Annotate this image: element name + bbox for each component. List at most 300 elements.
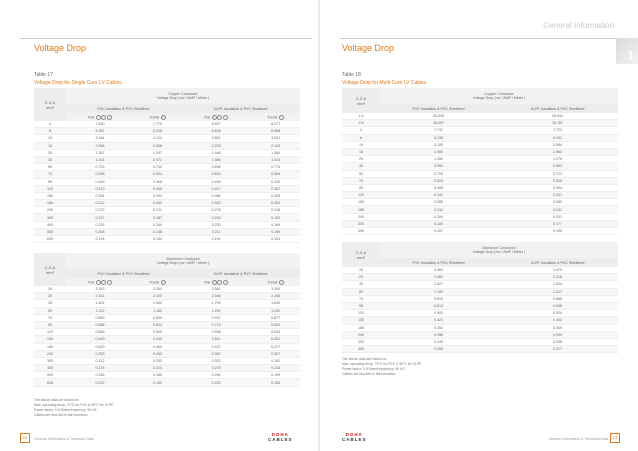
value-cell: 1.080 [181, 156, 251, 163]
value-cell: 0.398 [380, 184, 497, 191]
value-cell: 1.280 [380, 156, 497, 163]
csa-cell: 185 [34, 200, 66, 207]
csa-cell: 25 [342, 156, 380, 163]
value-cell: 0.341 [380, 192, 497, 199]
value-cell: 0.595 [66, 171, 134, 178]
csa-cell: 240 [342, 331, 380, 338]
csa-cell: 1.5 [342, 113, 380, 120]
value-cell: 3.561 [181, 286, 251, 293]
value-cell: 0.564 [251, 171, 300, 178]
value-cell: 0.180 [380, 220, 497, 227]
csa-cell: 95 [342, 302, 380, 309]
value-cell: 0.278 [181, 207, 251, 214]
value-cell: 0.360 [134, 343, 181, 350]
value-cell: 7.723 [497, 127, 618, 134]
table-row [342, 141, 618, 148]
csa-cell: 35 [34, 300, 66, 307]
value-cell: 0.819 [380, 295, 497, 302]
value-cell: 0.274 [66, 365, 134, 372]
csa-cell: 70 [342, 295, 380, 302]
table-row [342, 170, 618, 177]
table-row [34, 221, 300, 228]
flat-header: Flat [66, 278, 134, 286]
csa-cell: 10 [34, 135, 66, 142]
csa-cell: 240 [34, 207, 66, 214]
value-cell: 0.148 [134, 228, 181, 235]
value-cell: 5.568 [251, 128, 300, 135]
note-line: The above data are based on: [34, 398, 80, 402]
value-cell: 3.184 [66, 135, 134, 142]
csa-cell: 300 [342, 338, 380, 345]
value-cell: 2.100 [134, 293, 181, 300]
note-line: Max. operating temp. 70°C for PVC & 90°C for XLPE [342, 362, 422, 366]
flat-header: Flat [181, 278, 251, 286]
value-cell: 0.169 [251, 221, 300, 228]
value-cell: 15.787 [497, 120, 618, 127]
value-cell: 7.742 [380, 127, 497, 134]
csa-cell: 16 [342, 148, 380, 155]
value-cell: 1.624 [497, 281, 618, 288]
table-row [342, 317, 618, 324]
csa-cell: 35 [34, 156, 66, 163]
table-row [34, 171, 300, 178]
csa-cell: 95 [342, 184, 380, 191]
value-cell: 2.084 [380, 274, 497, 281]
table-subtitle: Voltage Drop for Multi Core LV Cables [342, 80, 427, 86]
value-cell: 0.225 [66, 221, 134, 228]
value-cell: 0.534 [251, 329, 300, 336]
value-cell: 3.283 [134, 286, 181, 293]
tab-number: 1 [627, 50, 634, 62]
value-cell: 1.527 [380, 281, 497, 288]
aluminum-header: Aluminum Conductor Voltage Drop (mv / AMP / Meter ) [472, 246, 526, 254]
value-cell: 0.208 [380, 346, 497, 353]
csa-cell: 300 [34, 357, 66, 364]
value-cell: 0.836 [181, 164, 251, 171]
value-cell: 1.297 [134, 149, 181, 156]
csa-cell: 50 [342, 288, 380, 295]
header-rule [340, 38, 618, 39]
table-row [34, 135, 300, 142]
csa-cell: 630 [34, 236, 66, 243]
note-line: Max. operating temp. 70°C for PVC & 90°C for XLPE [34, 403, 114, 407]
value-cell: 0.177 [497, 220, 618, 227]
csa-cell: 16 [34, 286, 66, 293]
note-line: Power factor: 0.8 Rated frequency: 50 HZ [342, 367, 405, 371]
table-row [34, 128, 300, 135]
value-cell: 5.387 [66, 128, 134, 135]
value-cell: 0.890 [66, 314, 134, 321]
note-line: The above data are based on: [342, 357, 388, 361]
pvc-header: PVC Insulation & PVC Sheathed [97, 271, 150, 276]
value-cell: 0.214 [134, 365, 181, 372]
value-cell: 0.686 [66, 321, 134, 328]
value-cell: 1.150 [380, 288, 497, 295]
copper-header: Copper Conductor Voltage Drop (mv / AMP / Meter ) [156, 92, 210, 100]
csa-cell: 120 [342, 310, 380, 317]
value-cell: 0.164 [134, 221, 181, 228]
aluminum-voltage-drop-table [342, 242, 618, 353]
value-cell: 0.223 [181, 379, 251, 386]
table-row [342, 324, 618, 331]
csa-cell: 185 [342, 324, 380, 331]
page-heading: Voltage Drop [342, 43, 395, 53]
table-row [34, 343, 300, 350]
value-cell: 0.252 [134, 357, 181, 364]
value-cell: 25.345 [380, 113, 497, 120]
csa-cell: 6 [342, 134, 380, 141]
value-cell: 1.230 [251, 307, 300, 314]
footer-text: General Information & Technical Data [34, 437, 94, 441]
value-cell: 0.244 [380, 206, 497, 213]
table-row [34, 365, 300, 372]
trefoil-header: Trefoil [134, 113, 181, 121]
value-cell: 0.204 [380, 213, 497, 220]
xlpe-header: XLPE Insulation & PVC Sheathed [213, 106, 268, 111]
csa-cell: 240 [342, 213, 380, 220]
value-cell: 0.157 [380, 228, 497, 235]
csa-cell: 500 [34, 228, 66, 235]
value-cell: 2.068 [66, 142, 134, 149]
value-cell: 0.613 [380, 302, 497, 309]
csa-cell: 120 [342, 192, 380, 199]
page-number: 22 [20, 433, 30, 443]
value-cell: 0.293 [134, 350, 181, 357]
value-cell: 0.131 [251, 236, 300, 243]
table-row [342, 127, 618, 134]
value-cell: 0.208 [66, 228, 134, 235]
trefoil-header: Trefoil [251, 278, 300, 286]
table-row [342, 346, 618, 353]
page-number: 23 [610, 433, 620, 443]
value-cell: 0.192 [251, 214, 300, 221]
value-cell: 2.285 [251, 293, 300, 300]
value-cell: 1.705 [181, 300, 251, 307]
value-cell: 0.865 [497, 295, 618, 302]
csa-cell: 185 [342, 206, 380, 213]
aluminum-voltage-drop-table [34, 253, 300, 387]
value-cell: 0.442 [497, 317, 618, 324]
value-cell: 0.312 [66, 357, 134, 364]
trefoil-header: Trefoil [134, 278, 181, 286]
csa-cell: 25 [34, 149, 66, 156]
csa-cell: 500 [34, 372, 66, 379]
value-cell: 0.490 [181, 178, 251, 185]
csa-cell: 300 [342, 220, 380, 227]
table-row [342, 310, 618, 317]
table-row [34, 372, 300, 379]
value-cell: 0.469 [66, 178, 134, 185]
value-cell: 0.211 [134, 207, 181, 214]
company-logo: DOHA CABLES [342, 432, 367, 442]
value-cell: 0.211 [181, 228, 251, 235]
table-row [34, 357, 300, 364]
table-row [34, 329, 300, 336]
value-cell: 0.598 [181, 329, 251, 336]
table-row [342, 192, 618, 199]
table-row [34, 307, 300, 314]
value-cell: 2.143 [251, 142, 300, 149]
value-cell: 0.252 [134, 200, 181, 207]
trefoil-header: Trefoil [251, 113, 300, 121]
table-row [34, 293, 300, 300]
csa-cell: 630 [34, 379, 66, 386]
value-cell: 8.527 [181, 121, 251, 128]
value-cell: 5.628 [181, 128, 251, 135]
table-row [34, 300, 300, 307]
value-cell: 0.421 [380, 317, 497, 324]
table-row [342, 288, 618, 295]
value-cell: 2.203 [181, 142, 251, 149]
table-row [342, 148, 618, 155]
value-cell: 1.357 [66, 149, 134, 156]
value-cell: 0.500 [380, 310, 497, 317]
value-cell: 3.105 [380, 141, 497, 148]
csa-header: C.S.A mm² [34, 253, 66, 286]
csa-cell: 50 [34, 307, 66, 314]
csa-cell: 16 [342, 267, 380, 274]
value-cell: 5.191 [497, 134, 618, 141]
value-cell: 3.124 [134, 135, 181, 142]
value-cell: 1.446 [181, 149, 251, 156]
csa-cell: 4 [342, 127, 380, 134]
table-row [34, 185, 300, 192]
csa-cell: 95 [34, 321, 66, 328]
value-cell: 0.774 [251, 164, 300, 171]
value-cell: 0.322 [181, 200, 251, 207]
value-cell: 7.830 [66, 121, 134, 128]
value-cell: 0.307 [251, 350, 300, 357]
value-cell: 0.199 [251, 372, 300, 379]
value-cell: 0.253 [181, 214, 251, 221]
csa-cell: 35 [342, 163, 380, 170]
xlpe-header: XLPE Insulation & PVC Sheathed [213, 271, 268, 276]
csa-header: C.S.A mm² [342, 88, 380, 113]
value-cell: 0.451 [251, 336, 300, 343]
table-row [342, 199, 618, 206]
value-cell: 2.218 [497, 274, 618, 281]
table-row [34, 192, 300, 199]
csa-cell: 120 [34, 329, 66, 336]
table-title: Table 18 [342, 72, 361, 78]
xlpe-header: XLPE Insulation & PVC Sheathed [530, 260, 585, 265]
copper-header: Copper Conductor Voltage Drop (mv / AMP / Meter ) [472, 92, 526, 100]
csa-cell: 70 [342, 177, 380, 184]
value-cell: 3.479 [497, 267, 618, 274]
value-cell: 0.155 [497, 228, 618, 235]
value-cell: 0.793 [66, 164, 134, 171]
note-line: Cables are touched in flat formation [342, 372, 396, 376]
table-row [34, 214, 300, 221]
value-cell: 1.222 [66, 307, 134, 314]
section-label: General Information [543, 21, 614, 30]
value-cell: 3.343 [66, 286, 134, 293]
value-cell: 0.312 [66, 200, 134, 207]
value-cell: 0.262 [251, 357, 300, 364]
table-row [34, 178, 300, 185]
value-cell: 0.305 [251, 192, 300, 199]
table-row [34, 236, 300, 243]
value-cell: 0.322 [181, 357, 251, 364]
value-cell: 0.260 [181, 372, 251, 379]
value-cell: 15.297 [380, 120, 497, 127]
company-logo: DOHA CABLES [268, 432, 293, 442]
value-cell: 0.230 [181, 221, 251, 228]
value-cell: 3.363 [380, 267, 497, 274]
value-cell: 0.245 [380, 338, 497, 345]
table-row [342, 274, 618, 281]
value-cell: 0.185 [134, 372, 181, 379]
value-cell: 0.511 [181, 336, 251, 343]
value-cell: 0.162 [134, 379, 181, 386]
page-heading: Voltage Drop [34, 43, 87, 53]
value-cell: 0.377 [251, 343, 300, 350]
value-cell: 0.534 [134, 171, 181, 178]
table-row [342, 267, 618, 274]
csa-cell: 50 [342, 170, 380, 177]
table-title: Table 17 [34, 72, 53, 78]
table-notes [34, 398, 113, 418]
pvc-header: PVC Insulation & PVC Sheathed [97, 106, 150, 111]
value-cell: 0.645 [497, 302, 618, 309]
value-cell: 2.346 [181, 293, 251, 300]
table-row [34, 286, 300, 293]
value-cell: 0.953 [497, 163, 618, 170]
value-cell: 0.293 [134, 192, 181, 199]
value-cell: 0.430 [251, 178, 300, 185]
value-cell: 0.430 [134, 336, 181, 343]
table-row [34, 200, 300, 207]
value-cell: 0.366 [181, 192, 251, 199]
value-cell: 1.380 [251, 149, 300, 156]
csa-cell: 400 [34, 221, 66, 228]
csa-cell: 70 [34, 171, 66, 178]
value-cell: 1.024 [251, 156, 300, 163]
value-cell: 0.524 [497, 310, 618, 317]
value-cell: 0.353 [66, 350, 134, 357]
value-cell: 0.194 [66, 236, 134, 243]
note-line: Cables are touched in flat formation [34, 413, 88, 417]
csa-cell: 50 [34, 164, 66, 171]
csa-cell: 25 [342, 274, 380, 281]
table-row [34, 321, 300, 328]
table-row [342, 302, 618, 309]
value-cell: 0.262 [251, 200, 300, 207]
value-cell: 0.732 [134, 164, 181, 171]
table-row [342, 134, 618, 141]
left-page [0, 0, 318, 451]
table-row [34, 142, 300, 149]
value-cell: 0.357 [251, 185, 300, 192]
value-cell: 2.008 [134, 142, 181, 149]
value-cell: 0.369 [497, 324, 618, 331]
value-cell: 0.272 [66, 207, 134, 214]
csa-cell: 6 [34, 128, 66, 135]
value-cell: 0.719 [181, 321, 251, 328]
table-row [342, 120, 618, 127]
value-cell: 0.937 [181, 314, 251, 321]
value-cell: 0.394 [497, 184, 618, 191]
table-row [342, 184, 618, 191]
copper-voltage-drop-table [34, 88, 300, 243]
value-cell: 0.877 [251, 314, 300, 321]
value-cell: 3.341 [251, 135, 300, 142]
csa-cell: 400 [34, 365, 66, 372]
table-row [342, 220, 618, 227]
value-cell: 0.830 [134, 314, 181, 321]
csa-cell: 400 [342, 346, 380, 353]
value-cell: 5.198 [380, 134, 497, 141]
value-cell: 0.437 [181, 343, 251, 350]
value-cell: 0.367 [181, 350, 251, 357]
value-cell: 1.645 [251, 300, 300, 307]
value-cell: 0.201 [497, 213, 618, 220]
value-cell: 0.410 [66, 185, 134, 192]
value-cell: 0.278 [181, 365, 251, 372]
note-line: Power factor: 0.8 Rated frequency: 50 HZ [34, 408, 97, 412]
value-cell: 5.226 [134, 128, 181, 135]
value-cell: 0.349 [134, 185, 181, 192]
table-row [342, 331, 618, 338]
value-cell: 0.163 [251, 379, 300, 386]
csa-cell: 185 [34, 343, 66, 350]
value-cell: 3.084 [497, 141, 618, 148]
value-cell: 1.542 [134, 300, 181, 307]
value-cell: 0.245 [66, 372, 134, 379]
value-cell: 0.713 [497, 170, 618, 177]
value-cell: 0.241 [497, 206, 618, 213]
value-cell: 0.218 [251, 365, 300, 372]
csa-cell: 300 [34, 214, 66, 221]
value-cell: 0.623 [134, 321, 181, 328]
flat-header: Flat [181, 113, 251, 121]
value-cell: 0.299 [497, 331, 618, 338]
csa-cell: 95 [34, 178, 66, 185]
table-row [34, 164, 300, 171]
aluminum-header: Aluminum Conductor Voltage Drop (mv / AMP / Meter ) [156, 257, 210, 265]
value-cell: 0.655 [251, 321, 300, 328]
copper-voltage-drop-table [342, 88, 618, 235]
csa-cell: 70 [34, 314, 66, 321]
value-cell: 0.569 [66, 329, 134, 336]
csa-cell: 150 [342, 317, 380, 324]
csa-cell: 10 [342, 141, 380, 148]
header-rule [20, 38, 312, 39]
value-cell: 0.218 [251, 207, 300, 214]
value-cell: 7.770 [134, 121, 181, 128]
value-cell: 1.980 [380, 148, 497, 155]
table-row [342, 295, 618, 302]
value-cell: 0.134 [134, 236, 181, 243]
value-cell: 0.286 [380, 331, 497, 338]
table-row [342, 281, 618, 288]
value-cell: 0.971 [134, 156, 181, 163]
table-row [34, 149, 300, 156]
value-cell: 0.285 [380, 199, 497, 206]
value-cell: 0.255 [497, 338, 618, 345]
value-cell: 0.490 [66, 336, 134, 343]
csa-cell: 2.5 [342, 120, 380, 127]
value-cell: 0.417 [181, 185, 251, 192]
right-page [320, 0, 638, 451]
value-cell: 1.962 [497, 148, 618, 155]
table-row [342, 177, 618, 184]
table-row [342, 156, 618, 163]
value-cell: 0.509 [134, 329, 181, 336]
value-cell: 0.187 [134, 214, 181, 221]
value-cell: 0.247 [66, 214, 134, 221]
value-cell: 1.276 [497, 156, 618, 163]
